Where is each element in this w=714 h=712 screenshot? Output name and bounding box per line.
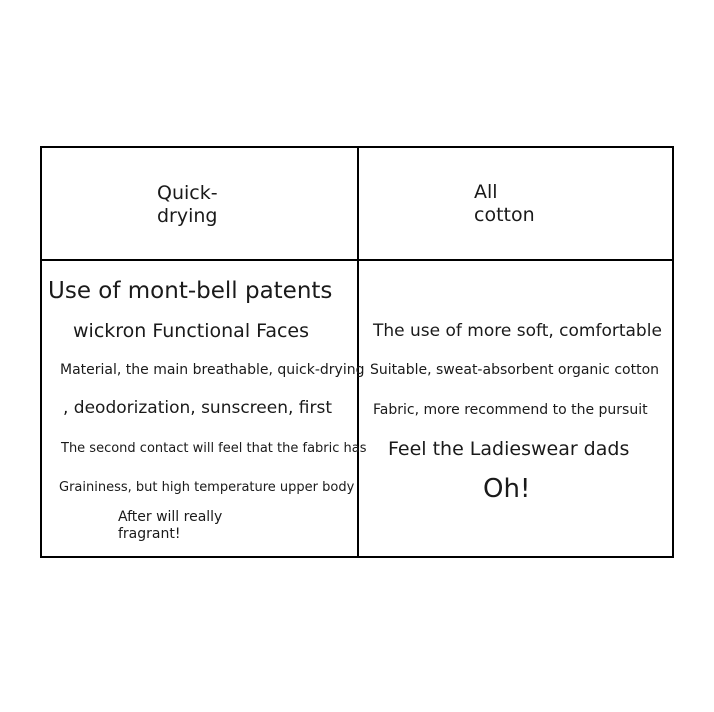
right-line-2: Suitable, sweat-absorbent organic cotton [370, 362, 660, 378]
right-line-1: The use of more soft, comfortable [373, 321, 662, 341]
right-line-3: Fabric, more recommend to the pursuit [373, 402, 648, 418]
left-line-4: , deodorization, sunscreen, first [63, 398, 333, 418]
left-line-6: Graininess, but high temperature upper body [59, 480, 355, 495]
header-all-cotton [474, 181, 554, 227]
left-line-1: Use of mont-bell patents [48, 278, 333, 304]
left-line-3: Material, the main breathable, quick-drying [60, 362, 365, 378]
header-all-cotton-text: All cotton [474, 181, 535, 226]
right-line-5: Oh! [483, 474, 531, 504]
left-line-2: wickron Functional Faces [73, 320, 310, 342]
row-divider [42, 259, 672, 261]
header-quick-drying [157, 182, 237, 228]
comparison-table [40, 146, 674, 558]
column-divider [357, 148, 359, 556]
header-quick-drying-text: Quick- drying [157, 182, 218, 227]
left-line-5: The second contact will feel that the fabric has [61, 441, 367, 456]
left-line-7: After will really fragrant! [118, 509, 223, 542]
right-line-4: Feel the Ladieswear dads [388, 438, 630, 460]
